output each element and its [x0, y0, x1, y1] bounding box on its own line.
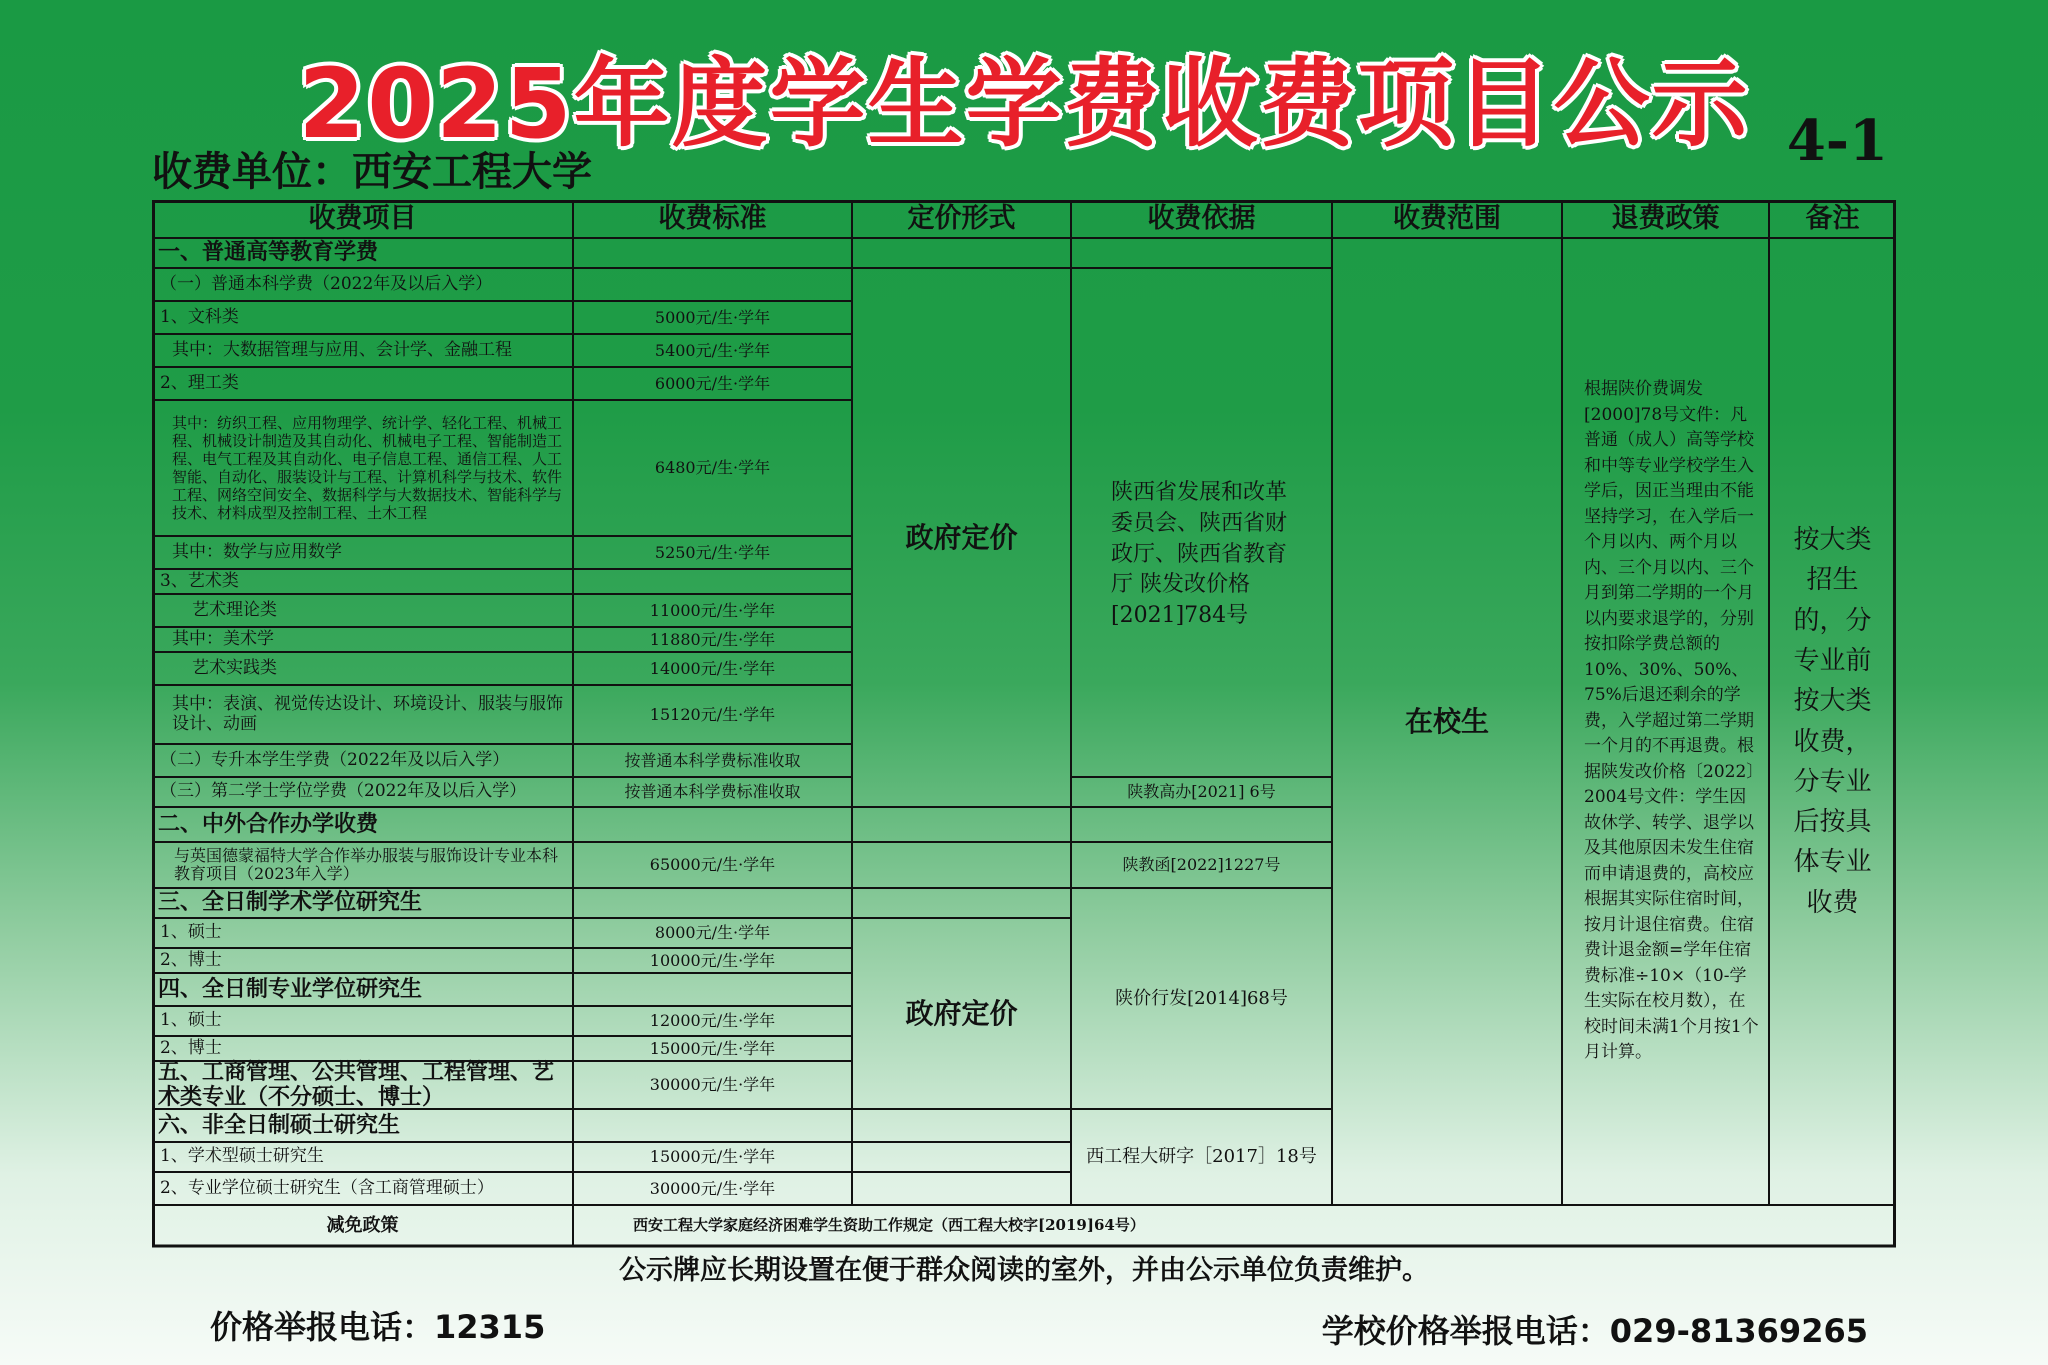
pricing-form: 政府定价 — [905, 996, 1018, 1030]
board-number: 4-1 — [1786, 108, 1888, 174]
fee-standard: 12000元/生·学年 — [649, 1011, 776, 1031]
charging-unit: 收费单位：西安工程大学 — [152, 149, 592, 195]
fee-standard: 30000元/生·学年 — [649, 1178, 776, 1198]
fee-standard: 14000元/生·学年 — [649, 658, 776, 678]
fee-standard: 按普通本科学费标准收取 — [624, 750, 801, 770]
price-hotline: 价格举报电话：12315 — [210, 1308, 546, 1346]
column-header: 收费标准 — [658, 202, 767, 234]
fee-item: 与英国德蒙福特大学合作举办服装与服饰设计专业本科教育项目（2023年入学） — [174, 845, 559, 883]
fee-item: 其中：纺织工程、应用物理学、统计学、轻化工程、机械工程、机械设计制造及其自动化、机械电子工程、智能制造工程、电气工程及其自动化、电子信息工程、通信工程、人工智能、自动化、服装设计与工程、计算机科学与技术、软件工程、网络空间安全、数据科学与大数据技术、智能科学与技术、材料成型及控制工程、土木工程 — [172, 414, 563, 522]
fee-standard: 15120元/生·学年 — [649, 704, 776, 724]
fee-standard: 15000元/生·学年 — [649, 1147, 776, 1167]
fee-standard — [573, 268, 852, 301]
fee-item: 一、普通高等教育学费 — [158, 239, 379, 266]
fee-item: （二）专升本学生学费（2022年及以后入学） — [160, 749, 510, 770]
column-header: 备注 — [1805, 202, 1860, 234]
column-header: 收费范围 — [1393, 202, 1501, 234]
fee-item: 2、博士 — [160, 949, 222, 970]
fee-standard: 11880元/生·学年 — [649, 629, 776, 649]
fee-basis: 西工程大研字［2017］18号 — [1086, 1146, 1317, 1168]
fee-item: 其中：美术学 — [172, 628, 274, 649]
fee-item: 五、工商管理、公共管理、工程管理、艺术类专业（不分硕士、博士） — [158, 1058, 555, 1110]
fee-item: 其中：表演、视觉传达设计、环境设计、服装与服饰设计、动画 — [172, 693, 563, 734]
remark-text: 按大类招生的，分专业前按大类收费，分专业后按具体专业收费 — [1793, 525, 1872, 918]
fee-item: 3、艺术类 — [160, 570, 239, 591]
fee-item: 六、非全日制硕士研究生 — [158, 1111, 401, 1138]
fee-standard: 按普通本科学费标准收取 — [624, 782, 801, 802]
fee-standard: 65000元/生·学年 — [649, 855, 776, 875]
column-header: 定价形式 — [907, 202, 1016, 234]
fee-basis: 陕教高办[2021] 6号 — [1127, 782, 1276, 802]
fee-item: （一）普通本科学费（2022年及以后入学） — [160, 273, 493, 294]
fee-standard: 15000元/生·学年 — [649, 1038, 776, 1058]
fee-item: 1、硕士 — [160, 1010, 222, 1031]
fee-item: 2、理工类 — [160, 372, 239, 393]
fee-standard: 10000元/生·学年 — [649, 950, 776, 970]
fee-scope: 在校生 — [1404, 704, 1489, 738]
pricing-form: 政府定价 — [905, 520, 1018, 554]
fee-standard: 11000元/生·学年 — [649, 600, 776, 620]
fee-item: 1、硕士 — [160, 922, 222, 943]
fee-item: （三）第二学士学位学费（2022年及以后入学） — [160, 781, 527, 802]
fee-item: 艺术理论类 — [192, 599, 277, 620]
column-header: 收费依据 — [1147, 202, 1256, 234]
fee-basis: 陕教函[2022]1227号 — [1122, 855, 1281, 875]
fee-item: 2、专业学位硕士研究生（含工商管理硕士） — [160, 1177, 494, 1198]
reduction-label: 减免政策 — [326, 1214, 399, 1236]
fee-item: 四、全日制专业学位研究生 — [158, 975, 423, 1002]
fee-item: 二、中外合作办学收费 — [158, 810, 379, 837]
fee-standard — [573, 807, 852, 842]
fee-basis: 陕价行发[2014]68号 — [1115, 987, 1288, 1009]
fee-standard — [573, 238, 852, 268]
fee-item: 其中：数学与应用数学 — [172, 541, 342, 562]
page-title: 2025年度学生学费收费项目公示 — [298, 48, 1750, 160]
fee-item: 其中：大数据管理与应用、会计学、金融工程 — [172, 339, 512, 360]
fee-standard — [573, 569, 852, 594]
fee-standard: 5400元/生·学年 — [654, 340, 771, 360]
fee-item: 1、文科类 — [160, 306, 239, 327]
column-header: 退费政策 — [1611, 202, 1720, 234]
fee-standard — [573, 888, 852, 918]
column-header: 收费项目 — [308, 202, 417, 234]
fee-standard: 5250元/生·学年 — [654, 542, 771, 562]
school-hotline: 学校价格举报电话：029-81369265 — [1321, 1312, 1868, 1350]
fee-item: 艺术实践类 — [192, 657, 277, 678]
refund-policy: 根据陕价费调发[2000]78号文件：凡普通（成人）高等学校和中等专业学校学生入学后，因正当理由不能坚持学习，在入学后一个月以内、两个月以内、三个月以内、三个月到第二学期的一个月以内要求退学的，分别按扣除学费总额的10%、30%、50%、75%后退还剩余的学费，入学超过第二学期一个月的不再退费。根据陕发改价格〔2022〕2004号文件：学生因故休学、转学、退学以及其他原因未发生住宿而申请退费的，高校应根据其实际住宿时间，按月计退住宿费。住宿费计退金额=学年住宿费标准÷10×（10-学生实际在校月数），在校时间未满1个月按1个月计算。 — [1584, 379, 1759, 1063]
fee-standard — [573, 1109, 852, 1142]
fee-table — [152, 200, 1896, 1250]
notice-text: 公示牌应长期设置在便于群众阅读的室外，并由公示单位负责维护。 — [619, 1255, 1429, 1286]
fee-standard: 5000元/生·学年 — [654, 307, 771, 327]
fee-standard — [573, 973, 852, 1006]
reduction-text: 西安工程大学家庭经济困难学生资助工作规定（西工程大校字[2019]64号） — [633, 1215, 1145, 1234]
fee-standard: 30000元/生·学年 — [649, 1075, 776, 1095]
fee-item: 2、博士 — [160, 1037, 222, 1058]
fee-basis: 陕西省发展和改革委员会、陕西省财政厅、陕西省教育厅 陕发改价格[2021]784号 — [1111, 480, 1288, 629]
fee-item: 1、学术型硕士研究生 — [160, 1146, 324, 1167]
fee-standard: 8000元/生·学年 — [654, 923, 771, 943]
fee-item: 三、全日制学术学位研究生 — [158, 889, 423, 916]
fee-standard: 6480元/生·学年 — [654, 458, 771, 478]
fee-standard: 6000元/生·学年 — [654, 373, 771, 393]
